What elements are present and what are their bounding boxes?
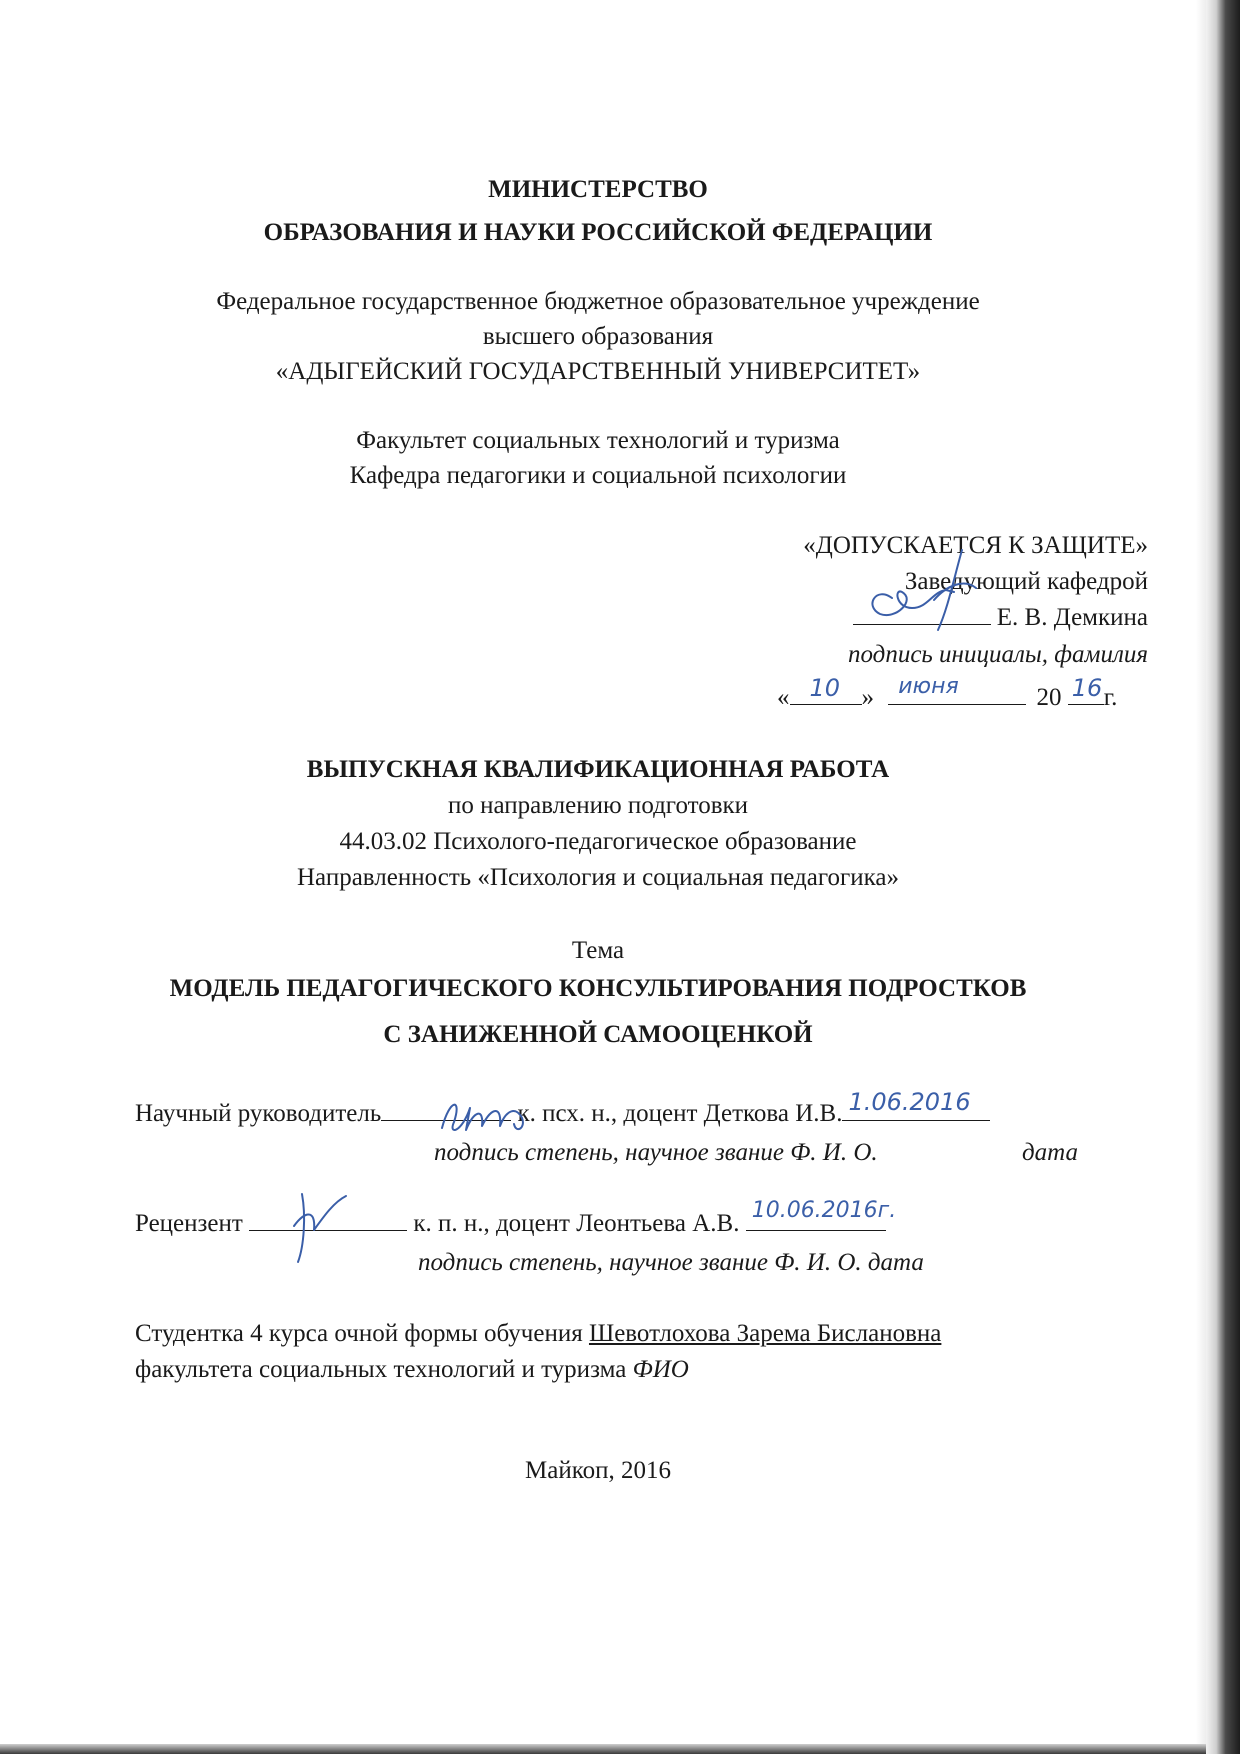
- supervisor-info: к. псх. н., доцент Деткова И.В.: [517, 1100, 843, 1127]
- supervisor-line: [135, 1088, 990, 1128]
- approval-date-line: [777, 674, 1118, 712]
- approval-year-handwritten: 16: [1071, 674, 1103, 702]
- work-line-3: Направленность «Психология и социальная педагогика»: [297, 864, 899, 891]
- approval-day-handwritten: 10: [809, 674, 841, 702]
- approval-year-field: [1068, 674, 1104, 705]
- supervisor-caption: подпись степень, научное звание Ф. И. О.: [434, 1139, 878, 1166]
- approval-date-open-quote: «: [777, 684, 790, 711]
- scan-edge-bottom: [0, 1744, 1206, 1754]
- reviewer-line: [135, 1198, 897, 1238]
- city-year: Майкоп, 2016: [525, 1457, 671, 1484]
- reviewer-info: к. п. н., доцент Леонтьева А.В.: [413, 1210, 740, 1237]
- approval-caption: подпись инициалы, фамилия: [848, 641, 1148, 668]
- approval-month-field: [888, 674, 1026, 705]
- student-faculty: факультета социальных технологий и туризма: [135, 1356, 627, 1383]
- topic-title-line-2: С ЗАНИЖЕННОЙ САМООЦЕНКОЙ: [383, 1021, 813, 1048]
- topic-title-line-1: МОДЕЛЬ ПЕДАГОГИЧЕСКОГО КОНСУЛЬТИРОВАНИЯ ПОДРОСТКОВ: [169, 975, 1027, 1002]
- approval-date-close-quote: »: [861, 684, 874, 711]
- institution-name: «АДЫГЕЙСКИЙ ГОСУДАРСТВЕННЫЙ УНИВЕРСИТЕТ»: [275, 358, 921, 385]
- reviewer-date-handwritten: 10.06.2016г.: [751, 1198, 897, 1223]
- reviewer-label: Рецензент: [135, 1210, 243, 1237]
- approval-day-field: [790, 674, 862, 705]
- work-line-2: 44.03.02 Психолого-педагогическое образование: [339, 828, 857, 855]
- student-line-1: [135, 1320, 941, 1348]
- head-signature-image: [836, 528, 996, 638]
- reviewer-signature-image: [284, 1186, 364, 1266]
- topic-label: Тема: [571, 937, 625, 964]
- work-line-1: по направлению подготовки: [447, 792, 749, 819]
- supervisor-caption-date: дата: [1022, 1139, 1079, 1166]
- approval-name: Е. В. Демкина: [996, 604, 1148, 631]
- approval-year-unit: г.: [1103, 684, 1118, 711]
- approval-month-handwritten: июня: [898, 674, 959, 699]
- reviewer-caption: подпись степень, научное звание Ф. И. О. дата: [418, 1249, 924, 1276]
- faculty-name: Факультет социальных технологий и туризма: [356, 427, 840, 454]
- department-name: Кафедра педагогики и социальной психологии: [349, 462, 847, 489]
- institution-line-1: Федеральное государственное бюджетное образовательное учреждение: [216, 288, 980, 315]
- reviewer-date-field: [746, 1198, 897, 1231]
- ministry-line-2: ОБРАЗОВАНИЯ И НАУКИ РОССИЙСКОЙ ФЕДЕРАЦИИ: [263, 219, 933, 246]
- work-title: ВЫПУСКНАЯ КВАЛИФИКАЦИОННАЯ РАБОТА: [306, 756, 890, 783]
- approval-heading: «ДОПУСКАЕТСЯ К ЗАЩИТЕ»: [803, 532, 1148, 559]
- institution-line-2: высшего образования: [482, 323, 714, 350]
- ministry-line-1: МИНИСТЕРСТВО: [488, 176, 708, 203]
- student-line-2: [135, 1356, 689, 1384]
- approval-year-prefix: 20: [1036, 684, 1062, 711]
- supervisor-label: Научный руководитель: [135, 1100, 382, 1127]
- supervisor-date-handwritten: 1.06.2016: [848, 1088, 971, 1116]
- student-caption: ФИО: [632, 1356, 689, 1383]
- supervisor-date-field: [842, 1088, 990, 1121]
- student-name: Шевотлохова Зарема Бислановна: [588, 1320, 942, 1347]
- student-prefix: Студентка 4 курса очной формы обучения: [135, 1320, 583, 1347]
- approval-role: Заведующий кафедрой: [904, 568, 1148, 595]
